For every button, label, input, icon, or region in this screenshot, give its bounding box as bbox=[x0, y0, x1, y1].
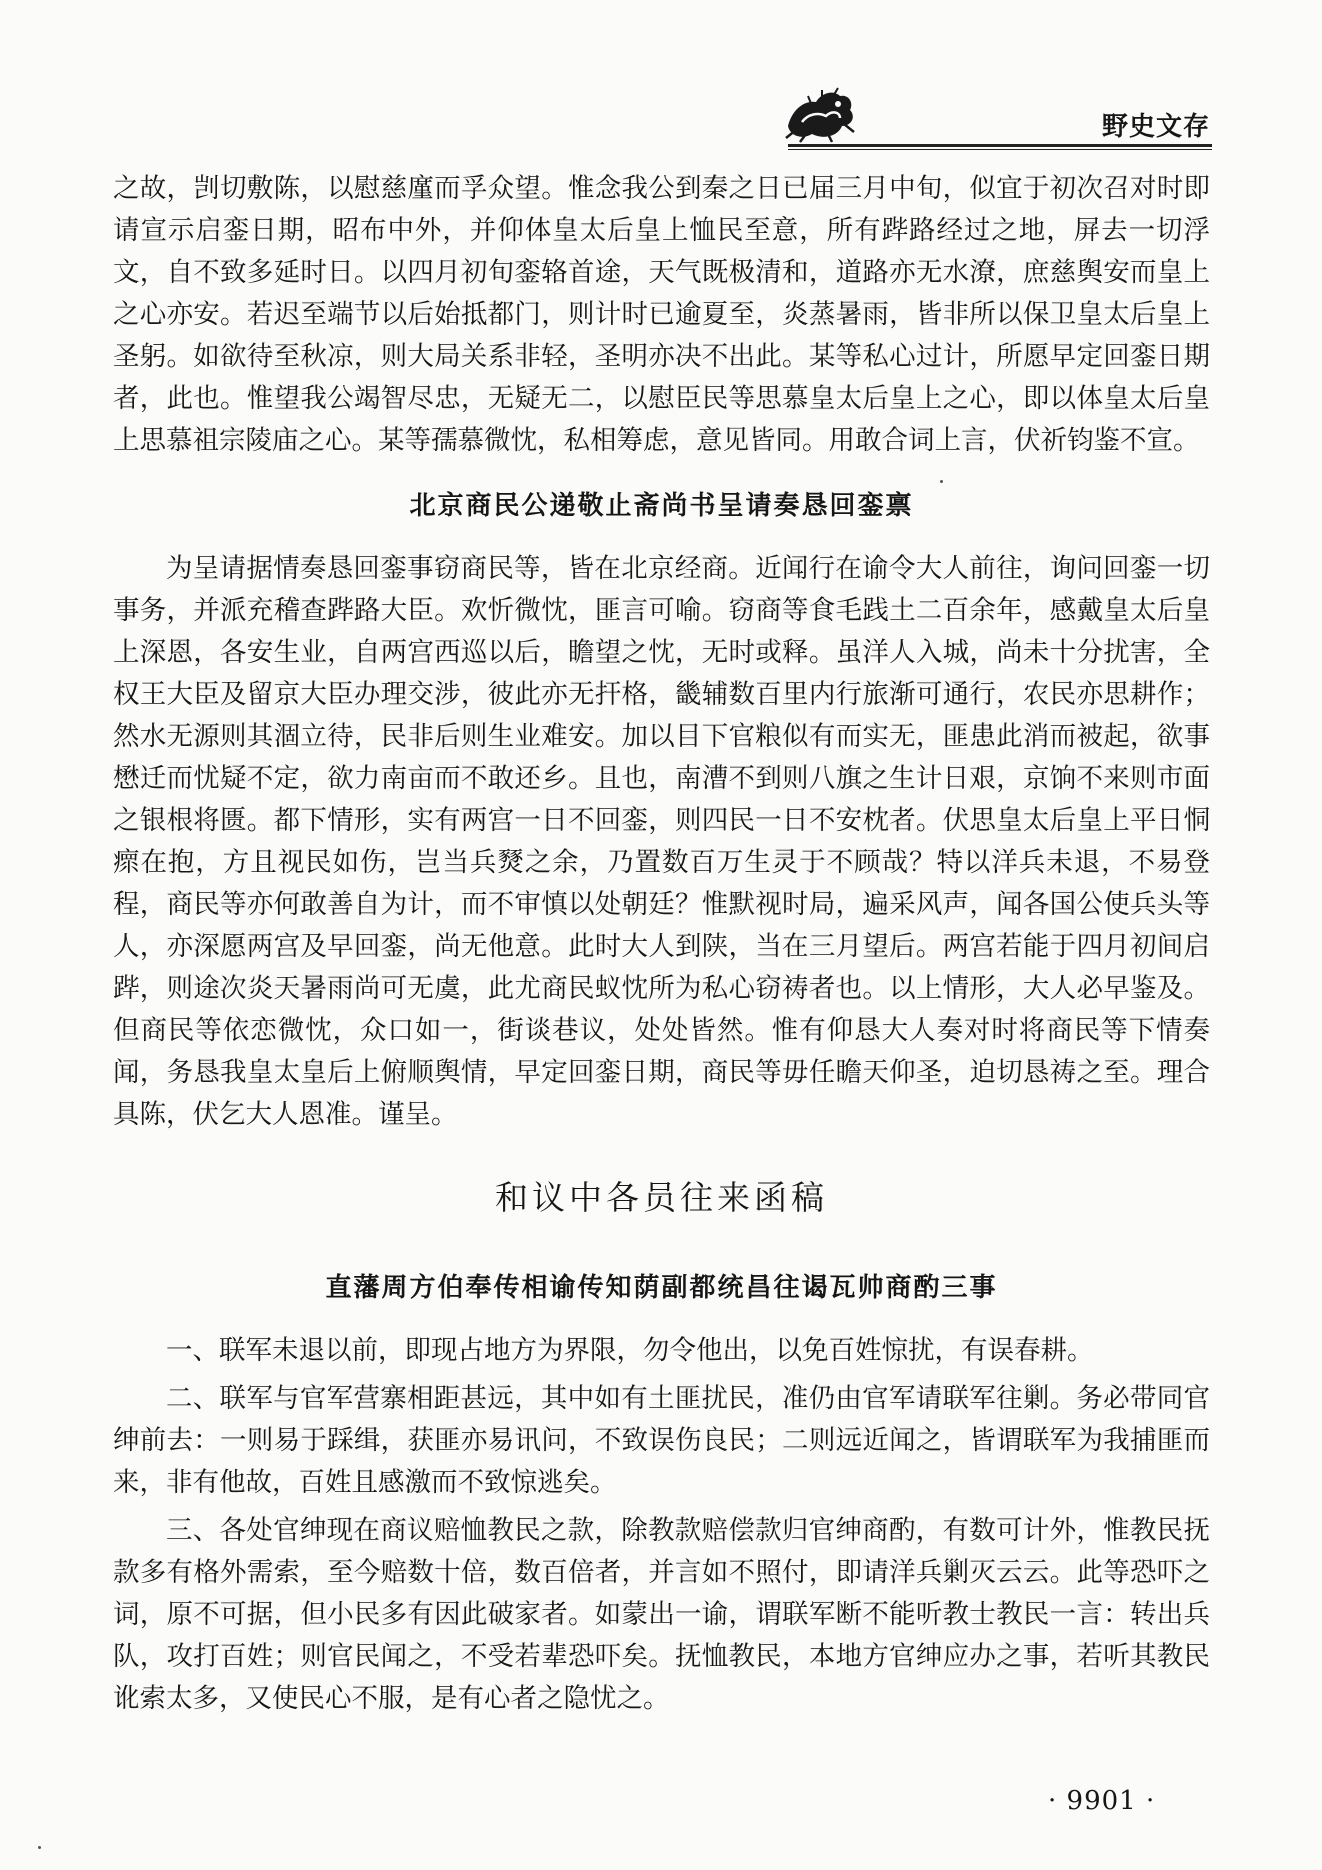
series-title: 野史文存 bbox=[1101, 112, 1210, 142]
list-item: 二、联军与官军营寨相距甚远，其中如有土匪扰民，准仍由官军请联军往剿。务必带同官绅前去：一则易于踩缉，获匪亦易讯问，不致误伤良民；二则远近闻之，皆谓联军为我捕匪而来，非有他故，百姓且感激而不致惊逃矣。 bbox=[113, 1383, 1210, 1498]
header-rule-thin bbox=[788, 149, 1212, 150]
scan-speck bbox=[940, 480, 943, 483]
list-item: 一、联军未退以前，即现占地方为界限，勿令他出，以免百姓惊扰，有误春耕。 bbox=[166, 1335, 1094, 1366]
header-rule bbox=[788, 144, 1212, 147]
section-title: 直藩周方伯奉传相谕传知荫副都统昌往谒瓦帅商酌三事 bbox=[325, 1273, 998, 1303]
chapter-title: 和议中各员往来函稿 bbox=[495, 1178, 828, 1217]
list-item: 三、各处官绅现在商议赔恤教民之款，除教款赔偿款归官绅商酌，有数可计外，惟教民抚款多有格外需索，至今赔数十倍，数百倍者，并言如不照付，即请洋兵剿灭云云。此等恐吓之词，原不可据，但小民多有因此破家者。如蒙出一谕，谓联军断不能听教士教民一言：转出兵队，攻打百姓；则官民闻之，不受若辈恐吓矣。抚恤教民，本地方官绅应办之事，若听其教民讹索太多，又使民心不服，是有心者之隐忧之。 bbox=[113, 1515, 1210, 1714]
running-header bbox=[782, 78, 1212, 152]
section-body: 为呈请据情奏恳回銮事窃商民等，皆在北京经商。近闻行在谕令大人前往，询问回銮一切事务，并派充稽查跸路大臣。欢忻微忱，匪言可喻。窃商等食毛践土二百余年，感戴皇太后皇上深恩，各安生业，自两宫西巡以后，瞻望之忱，无时或释。虽洋人入城，尚未十分扰害，全权王大臣及留京大臣办理交涉，彼此亦无扞格，畿辅数百里内行旅渐可通行，农民亦思耕作；然水无源则其涸立待，民非后则生业难安。加以目下官粮似有而实无，匪患此消而被起，欲事懋迁而忧疑不定，欲力南亩而不敢还乡。且也，南漕不到则八旗之生计日艰，京饷不来则市面之银根将匮。都下情形，实有两宫一日不回銮，则四民一日不安枕者。伏思皇太后皇上平日恫瘝在抱，方且视民如伤，岂当兵燹之余，乃置数百万生灵于不顾哉？特以洋兵未退，不易登程，商民等亦何敢善自为计，而不审慎以处朝廷？惟默视时局，遍采风声，闻各国公使兵头等人，亦深愿两宫及早回銮，尚无他意。此时大人到陕，当在三月望后。两宫若能于四月初间启跸，则途次炎天暑雨尚可无虞，此尤商民蚁忱所为私心窃祷者也。以上情形，大人必早鉴及。但商民等依恋微忱，众口如一，街谈巷议，处处皆然。惟有仰恳大人奏对时将商民等下情奏闻，务恳我皇太皇后上俯顺舆情，早定回銮日期，商民等毋任瞻天仰圣，迫切恳祷之至。理合具陈，伏乞大人恩准。谨呈。 bbox=[113, 553, 1210, 1130]
section-title: 北京商民公递敬止斋尚书呈请奏恳回銮禀 bbox=[409, 491, 914, 521]
page-number: · 9901 · bbox=[1048, 1786, 1156, 1816]
scan-speck bbox=[38, 1846, 41, 1849]
dragon-emblem-icon bbox=[782, 86, 858, 144]
intro-paragraph: 之故，剀切敷陈，以慰慈廑而孚众望。惟念我公到秦之日已届三月中旬，似宜于初次召对时即请宣示启銮日期，昭布中外，并仰体皇太后皇上恤民至意，所有跸路经过之地，屏去一切浮文，自不致多延时日。以四月初旬銮辂首途，天气既极清和，道路亦无水潦，庶慈舆安而皇上之心亦安。若迟至端节以后始抵都门，则计时已逾夏至，炎蒸暑雨，皆非所以保卫皇太后皇上圣躬。如欲待至秋凉，则大局关系非轻，圣明亦决不出此。某等私心过计，所愿早定回銮日期者，此也。惟望我公竭智尽忠，无疑无二，以慰臣民等思慕皇太后皇上之心，即以体皇太后皇上思慕祖宗陵庙之心。某等孺慕微忱，私相筹虑，意见皆同。用敢合词上言，伏祈钧鉴不宣。 bbox=[113, 173, 1210, 456]
page-body bbox=[113, 168, 1210, 1720]
